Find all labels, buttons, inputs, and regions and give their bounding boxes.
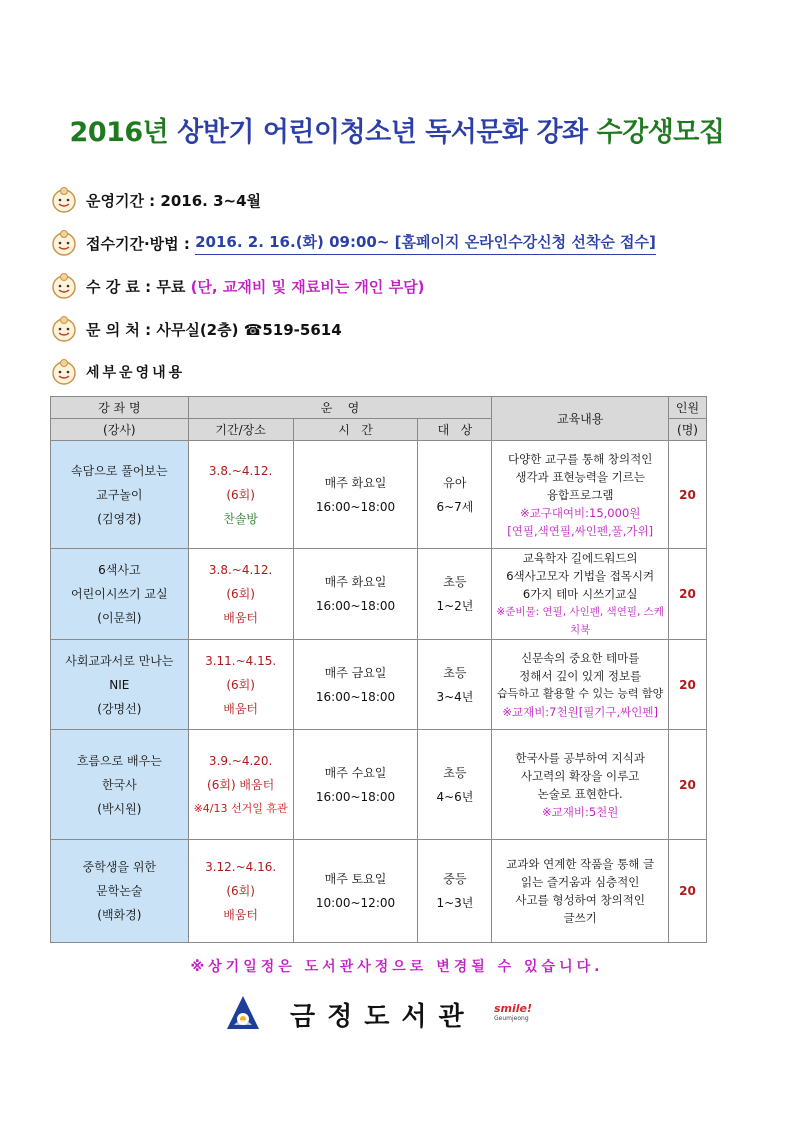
info-apply: 접수기간·방법 : 2016. 2. 16.(화) 09:00~ [홈페이지 온라인수강신청 선착순 접수] [50, 229, 656, 257]
edu-cell: 한국사를 공부하여 지식과 사고력의 확장을 이루고 논술로 표현한다. ※교재비:5천원 [492, 730, 669, 840]
cap-cell: 20 [669, 640, 707, 730]
info-period: 운영기간 : 2016. 3~4월 [50, 186, 261, 214]
schedule-change-note: ※상기일정은 도서관사정으로 변경될 수 있습니다. [190, 959, 604, 975]
period-cell: 3.12.~4.16. (6회) 배움터 [188, 840, 293, 943]
smiling-face-icon [50, 229, 78, 257]
period-cell: 3.11.~4.15. (6회) 배움터 [188, 640, 293, 730]
cap-cell: 20 [669, 840, 707, 943]
course-cell: 속담으로 풀어보는 교구놀이 (김영경) [51, 441, 189, 549]
info-detail: 세부운영내용 [50, 358, 185, 386]
header-operation: 운 영 [188, 397, 492, 419]
info-contact: 문 의 처 : 사무실(2층) ☎519-5614 [50, 315, 342, 343]
time-cell: 매주 화요일 16:00~18:00 [293, 441, 418, 549]
course-cell: 중학생을 위한 문학논술 (백화경) [51, 840, 189, 943]
header-edu: 교육내용 [492, 397, 669, 441]
header-lecturer: (강사) [51, 419, 189, 441]
table-row [51, 840, 707, 943]
edu-cell: 교육학자 길에드워드의 6색사고모자 기법을 접목시켜 6가지 테마 시쓰기교실 ※준비물: 연필, 사인펜, 색연필, 스케치북 [492, 549, 669, 640]
time-cell: 매주 화요일 16:00~18:00 [293, 549, 418, 640]
smiling-face-icon [50, 272, 78, 300]
cap-cell: 20 [669, 441, 707, 549]
smiling-face-icon [50, 315, 78, 343]
header-time: 시 간 [293, 419, 418, 441]
header-target: 대 상 [418, 419, 492, 441]
header-cap: 인원 [669, 397, 707, 419]
period-cell: 3.9.~4.20. (6회) 배움터 ※4/13 선거일 휴관 [188, 730, 293, 840]
time-cell: 매주 토요일 10:00~12:00 [293, 840, 418, 943]
header-period: 기간/장소 [188, 419, 293, 441]
period-cell: 3.8.~4.12. (6회) 찬솔방 [188, 441, 293, 549]
edu-cell: 신문속의 중요한 테마를 정해서 깊이 있게 정보를 습득하고 활용할 수 있는 능력 함양 ※교재비:7천원[필기구,싸인펜] [492, 640, 669, 730]
period-cell: 3.8.~4.12. (6회) 배움터 [188, 549, 293, 640]
edu-cell: 다양한 교구를 통해 창의적인 생각과 표현능력을 기르는 융합프로그램 ※교구대여비:15,000원 [연필,색연필,싸인펜,풀,가위] [492, 441, 669, 549]
course-table [50, 396, 707, 943]
course-cell: 흐름으로 배우는 한국사 (박시원) [51, 730, 189, 840]
library-logo-icon [226, 995, 260, 1031]
smiling-face-icon [50, 186, 78, 214]
course-cell: 6색사고 어린이시쓰기 교실 (이문희) [51, 549, 189, 640]
time-cell: 매주 금요일 16:00~18:00 [293, 640, 418, 730]
smile-logo: smile! Geumjeong [494, 1002, 533, 1022]
header-cap-unit: (명) [669, 419, 707, 441]
table-row [51, 549, 707, 640]
page-title: 2016년 상반기 어린이청소년 독서문화 강좌 수강생모집 [69, 117, 725, 148]
edu-cell: 교과와 연계한 작품을 통해 글 읽는 즐거움과 심층적인 사고를 형성하여 창의적인 글쓰기 [492, 840, 669, 943]
header-course: 강 좌 명 [51, 397, 189, 419]
cap-cell: 20 [669, 730, 707, 840]
target-cell: 초등 3~4년 [418, 640, 492, 730]
info-fee: 수 강 료 : 무료 (단, 교재비 및 재료비는 개인 부담) [50, 272, 424, 300]
table-row [51, 441, 707, 549]
target-cell: 중등 1~3년 [418, 840, 492, 943]
target-cell: 유아 6~7세 [418, 441, 492, 549]
time-cell: 매주 수요일 16:00~18:00 [293, 730, 418, 840]
cap-cell: 20 [669, 549, 707, 640]
target-cell: 초등 4~6년 [418, 730, 492, 840]
library-name: 금정도서관 [290, 1002, 476, 1032]
table-row [51, 640, 707, 730]
table-row [51, 730, 707, 840]
course-cell: 사회교과서로 만나는 NIE (강명선) [51, 640, 189, 730]
smiling-face-icon [50, 358, 78, 386]
target-cell: 초등 1~2년 [418, 549, 492, 640]
